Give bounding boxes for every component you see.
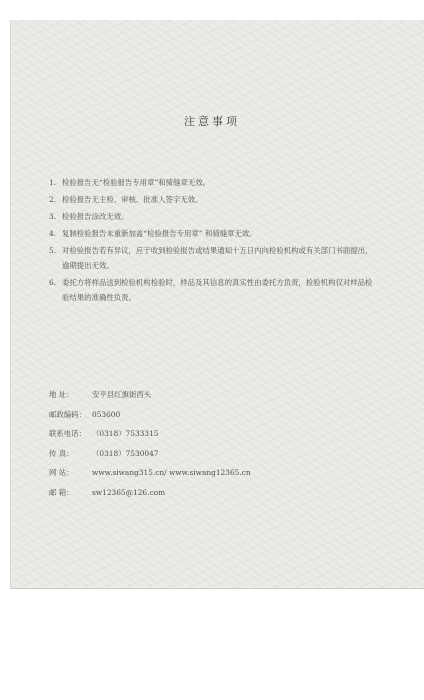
phone-label: 联系电话： xyxy=(49,429,86,439)
website-label: 网 站： xyxy=(49,468,74,478)
note-item xyxy=(49,275,379,305)
note-number: 6. xyxy=(49,278,57,287)
postcode-value: 053600 xyxy=(92,409,121,419)
note-item xyxy=(49,175,379,190)
page-title: 注意事项 xyxy=(184,115,240,128)
note-number: 3. xyxy=(49,212,57,221)
note-text: 检验报告无“检验报告专用章”和骑缝章无效。 xyxy=(62,178,210,187)
fax-row xyxy=(49,447,251,467)
email-row xyxy=(49,486,251,506)
note-text: 对检验报告若有异议，应于收到检验报告或结果通知十五日内向检验机构或有关部门书面提出，逾期提出无效。 xyxy=(62,246,373,270)
note-text: 检验报告涂改无效。 xyxy=(62,212,129,221)
note-text: 检验报告无主检、审核、批准人签字无效。 xyxy=(62,195,203,204)
note-item xyxy=(49,192,379,207)
postcode-label: 邮政编码： xyxy=(49,409,86,419)
postcode-row xyxy=(49,408,251,428)
phone-value: （0318）7533315 xyxy=(92,429,159,439)
website-value: www.siwang315.cn/ www.siwang12365.cn xyxy=(92,468,251,478)
phone-row xyxy=(49,427,251,447)
email-value: sw12365@126.com xyxy=(92,487,166,497)
note-text: 委托方将样品送到检验机构检验时，样品及其信息的真实性由委托方负责，检验机构仅对样品检验结果的准确性负责。 xyxy=(62,278,373,302)
note-number: 5. xyxy=(49,246,57,255)
note-number: 4. xyxy=(49,229,57,238)
fax-label: 传 真： xyxy=(49,448,74,458)
note-item xyxy=(49,226,379,241)
note-number: 2. xyxy=(49,195,57,204)
address-row xyxy=(49,388,251,408)
website-row xyxy=(49,466,251,486)
email-label: 邮 箱： xyxy=(49,487,74,497)
note-number: 1. xyxy=(49,178,57,187)
note-item xyxy=(49,243,379,273)
note-item xyxy=(49,209,379,224)
address-value: 安平县红旗街西头 xyxy=(92,390,152,399)
notes-list xyxy=(49,175,379,307)
address-label: 地 址： xyxy=(49,390,74,399)
contact-info xyxy=(49,388,251,506)
fax-value: （0318）7530047 xyxy=(92,448,159,458)
note-text: 复制检验报告未重新加盖“检验报告专用章” 和骑缝章无效。 xyxy=(62,229,257,238)
